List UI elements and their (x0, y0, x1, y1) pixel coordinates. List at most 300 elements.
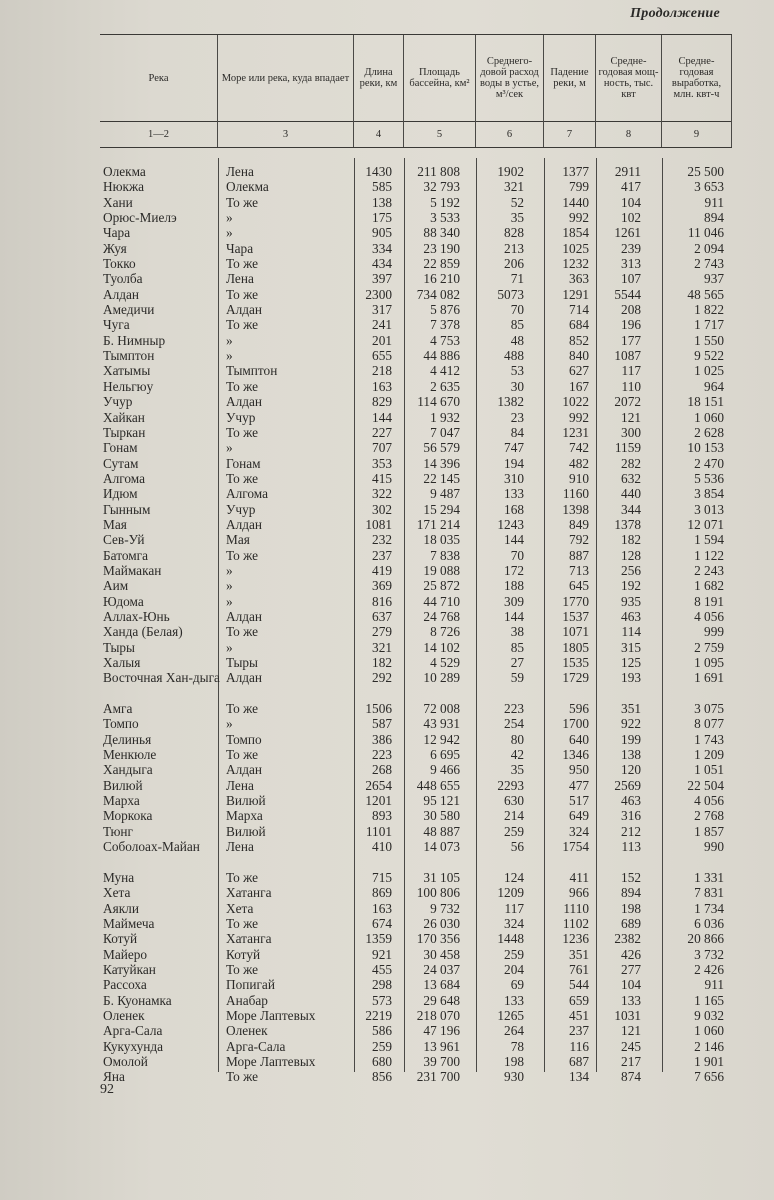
discharge: 259 (504, 823, 524, 839)
basin-area: 9 487 (430, 486, 460, 502)
river-name: Чуга (103, 317, 130, 333)
avg-energy: 1 594 (694, 532, 724, 548)
length-km: 241 (372, 317, 392, 333)
basin-area: 31 105 (423, 869, 460, 885)
avg-power: 426 (621, 946, 641, 962)
length-km: 175 (372, 210, 392, 226)
river-fall: 910 (569, 470, 589, 486)
discharge: 84 (510, 424, 524, 440)
table-row (100, 594, 732, 609)
river-name: Олекма (103, 164, 146, 179)
avg-energy: 1 822 (694, 302, 724, 318)
discharge: 85 (510, 639, 524, 655)
flows-into: Лена (226, 271, 254, 287)
avg-energy: 911 (704, 977, 724, 993)
avg-power: 110 (621, 378, 641, 394)
discharge: 144 (504, 532, 524, 548)
table-row (100, 732, 732, 747)
length-km: 680 (372, 1053, 392, 1069)
river-name: Майеро (103, 946, 148, 962)
river-fall: 849 (569, 516, 589, 532)
basin-area: 29 648 (423, 992, 460, 1008)
river-name: Ханда (Белая) (103, 624, 183, 640)
avg-energy: 1 025 (694, 363, 724, 379)
length-km: 415 (372, 470, 392, 486)
river-fall: 714 (569, 302, 589, 318)
length-km: 455 (372, 961, 392, 977)
avg-energy: 1 060 (694, 409, 724, 425)
basin-area: 218 070 (416, 1007, 460, 1023)
basin-area: 7 838 (430, 547, 460, 563)
discharge: 1902 (497, 164, 524, 179)
basin-area: 211 808 (417, 164, 460, 179)
basin-area: 14 102 (423, 639, 460, 655)
river-fall: 477 (569, 777, 589, 793)
basin-area: 9 732 (430, 900, 460, 916)
basin-area: 13 684 (423, 977, 460, 993)
avg-power: 300 (621, 424, 641, 440)
table-header (100, 34, 732, 147)
basin-area: 6 695 (430, 747, 460, 763)
discharge: 223 (504, 701, 524, 717)
avg-energy: 1 901 (694, 1053, 724, 1069)
flows-into: Алдан (226, 394, 263, 410)
flows-into: Мая (226, 532, 250, 548)
table-row (100, 471, 732, 486)
river-fall: 742 (569, 440, 589, 456)
table-row (100, 839, 732, 870)
length-km: 856 (372, 1069, 392, 1085)
river-name: Хандыга (103, 762, 153, 778)
avg-energy: 9 522 (694, 348, 724, 364)
river-fall: 1770 (562, 593, 589, 609)
table-row (100, 179, 732, 194)
length-km: 232 (372, 532, 392, 548)
river-fall: 1754 (562, 839, 589, 855)
river-fall: 659 (569, 992, 589, 1008)
length-km: 353 (372, 455, 392, 471)
table-row (100, 379, 732, 394)
flows-into: » (226, 332, 233, 348)
river-name: Котуй (103, 931, 138, 947)
avg-power: 344 (621, 501, 641, 517)
flows-into: Тымптон (226, 363, 278, 379)
basin-area: 18 035 (423, 532, 460, 548)
length-km: 334 (372, 240, 392, 256)
river-name: Хета (103, 885, 131, 901)
river-name: Юдома (103, 593, 144, 609)
table-row (100, 993, 732, 1008)
river-fall: 1535 (562, 655, 589, 670)
basin-area: 44 886 (423, 348, 460, 364)
basin-area: 24 037 (423, 961, 460, 977)
length-km: 298 (372, 977, 392, 993)
table-row (100, 640, 732, 655)
length-km: 2654 (365, 777, 392, 793)
basin-area: 72 008 (423, 701, 460, 717)
avg-power: 922 (621, 716, 641, 732)
avg-power: 2569 (614, 777, 641, 793)
table-row (100, 701, 732, 716)
flows-into: То же (226, 701, 259, 717)
river-fall: 1291 (562, 286, 589, 302)
table-row (100, 1069, 732, 1084)
discharge: 48 (510, 332, 524, 348)
basin-area: 1 932 (430, 409, 460, 425)
avg-power: 198 (621, 900, 641, 916)
flows-into: Котуй (226, 946, 261, 962)
length-km: 573 (372, 992, 392, 1008)
river-fall: 645 (569, 578, 589, 594)
river-name: Муна (103, 869, 135, 885)
header-fall: Падение реки, м (544, 35, 596, 121)
basin-area: 23 190 (423, 240, 460, 256)
table-row (100, 947, 732, 962)
discharge: 35 (510, 210, 524, 226)
river-fall: 363 (569, 271, 589, 287)
river-name: Марха (103, 793, 140, 809)
river-name: Вилюй (103, 777, 143, 793)
river-name: Сев-Уй (103, 532, 145, 548)
river-name: Б. Куонамка (103, 992, 172, 1008)
avg-energy: 2 768 (694, 808, 724, 824)
basin-area: 8 726 (430, 624, 460, 640)
river-fall: 1110 (563, 900, 589, 916)
avg-energy: 7 656 (694, 1069, 724, 1085)
avg-energy: 1 717 (694, 317, 724, 333)
flows-into: То же (226, 286, 259, 302)
river-name: Гонам (103, 440, 138, 456)
river-fall: 1537 (562, 608, 589, 624)
table-row (100, 425, 732, 440)
basin-area: 7 378 (430, 317, 460, 333)
discharge: 264 (504, 1023, 524, 1039)
avg-power: 217 (621, 1053, 641, 1069)
flows-into: Оленек (226, 1023, 268, 1039)
table-row (100, 502, 732, 517)
river-name: Хани (103, 194, 133, 210)
flows-into: То же (226, 317, 259, 333)
table-row (100, 348, 732, 363)
river-fall: 687 (569, 1053, 589, 1069)
flows-into: То же (226, 547, 259, 563)
avg-energy: 990 (704, 839, 724, 855)
table-row (100, 225, 732, 240)
length-km: 268 (372, 762, 392, 778)
length-km: 655 (372, 348, 392, 364)
avg-power: 256 (621, 562, 641, 578)
river-name: Аякли (103, 900, 139, 916)
length-km: 1359 (365, 931, 392, 947)
avg-power: 177 (621, 332, 641, 348)
avg-energy: 8 191 (694, 593, 724, 609)
basin-area: 26 030 (423, 915, 460, 931)
discharge: 78 (510, 1038, 524, 1054)
avg-power: 2382 (614, 931, 641, 947)
river-name: Яна (103, 1069, 125, 1085)
avg-power: 133 (621, 992, 641, 1008)
river-name: Алгома (103, 470, 145, 486)
table-row (100, 456, 732, 471)
avg-power: 440 (621, 486, 641, 502)
avg-power: 1261 (614, 225, 641, 241)
river-name: Аллах-Юнь (103, 608, 170, 624)
table-row (100, 287, 732, 302)
avg-power: 313 (621, 256, 641, 272)
river-name: Тыркан (103, 424, 146, 440)
river-fall: 1102 (562, 915, 589, 931)
length-km: 182 (372, 655, 392, 670)
column-number: 1—2 (100, 121, 218, 147)
avg-energy: 3 732 (694, 946, 724, 962)
avg-power: 239 (621, 240, 641, 256)
avg-power: 315 (621, 639, 641, 655)
basin-area: 39 700 (423, 1053, 460, 1069)
header-power: Средне-годовая мощ-ность, тыс. квт (596, 35, 662, 121)
avg-power: 120 (621, 762, 641, 778)
avg-power: 193 (621, 670, 641, 686)
avg-power: 117 (621, 363, 641, 379)
table-row (100, 916, 732, 931)
avg-power: 104 (621, 977, 641, 993)
river-name: Нюкжа (103, 179, 145, 195)
length-km: 585 (372, 179, 392, 195)
river-name: Туолба (103, 271, 143, 287)
basin-area: 22 145 (423, 470, 460, 486)
avg-energy: 1 051 (694, 762, 724, 778)
basin-area: 2 635 (430, 378, 460, 394)
avg-energy: 894 (704, 210, 724, 226)
flows-into: Вилюй (226, 823, 266, 839)
table-row (100, 210, 732, 225)
river-fall: 649 (569, 808, 589, 824)
length-km: 869 (372, 885, 392, 901)
basin-area: 170 356 (416, 931, 460, 947)
table-row (100, 333, 732, 348)
discharge: 259 (504, 946, 524, 962)
flows-into: То же (226, 624, 259, 640)
river-name: Мая (103, 516, 127, 532)
river-name: Оленек (103, 1007, 145, 1023)
length-km: 637 (372, 608, 392, 624)
discharge: 52 (510, 194, 524, 210)
avg-energy: 3 013 (694, 501, 724, 517)
discharge: 488 (504, 348, 524, 364)
length-km: 707 (372, 440, 392, 456)
basin-area: 32 793 (423, 179, 460, 195)
flows-into: Олекма (226, 179, 269, 195)
discharge: 321 (504, 179, 524, 195)
avg-energy: 7 831 (694, 885, 724, 901)
river-fall: 1700 (562, 716, 589, 732)
discharge: 85 (510, 317, 524, 333)
avg-energy: 3 854 (694, 486, 724, 502)
avg-energy: 6 036 (694, 915, 724, 931)
discharge: 747 (504, 440, 524, 456)
river-name: Соболоах-Майан (103, 839, 200, 855)
avg-energy: 2 243 (694, 562, 724, 578)
flows-into: Томпо (226, 731, 262, 747)
avg-energy: 1 060 (694, 1023, 724, 1039)
river-fall: 324 (569, 823, 589, 839)
avg-power: 199 (621, 731, 641, 747)
avg-power: 102 (621, 210, 641, 226)
basin-area: 30 580 (423, 808, 460, 824)
basin-area: 24 768 (423, 608, 460, 624)
table-row (100, 747, 732, 762)
river-name: Катуйкан (103, 961, 156, 977)
continuation-label: Продолжение (630, 6, 720, 21)
river-name: Хатымы (103, 363, 151, 379)
length-km: 674 (372, 915, 392, 931)
avg-energy: 1 209 (694, 747, 724, 763)
discharge: 144 (504, 608, 524, 624)
length-km: 237 (372, 547, 392, 563)
discharge: 35 (510, 762, 524, 778)
avg-energy: 2 146 (694, 1038, 724, 1054)
discharge: 71 (510, 271, 524, 287)
basin-area: 100 806 (416, 885, 460, 901)
avg-energy: 3 653 (694, 179, 724, 195)
flows-into: То же (226, 747, 259, 763)
river-fall: 966 (569, 885, 589, 901)
flows-into: Арга-Сала (226, 1038, 286, 1054)
avg-energy: 3 075 (694, 701, 724, 717)
river-name: Гынным (103, 501, 151, 517)
length-km: 715 (372, 869, 392, 885)
river-fall: 517 (569, 793, 589, 809)
flows-into: » (226, 440, 233, 456)
table-row (100, 901, 732, 916)
basin-area: 30 458 (423, 946, 460, 962)
river-name: Восточная Хан-дыга (103, 670, 220, 686)
flows-into: Хатанга (226, 931, 272, 947)
basin-area: 4 753 (430, 332, 460, 348)
river-name: Тюнг (103, 823, 133, 839)
river-fall: 1377 (562, 164, 589, 179)
discharge: 172 (504, 562, 524, 578)
flows-into: Море Лаптевых (226, 1007, 316, 1023)
length-km: 279 (372, 624, 392, 640)
length-km: 921 (372, 946, 392, 962)
avg-energy: 2 470 (694, 455, 724, 471)
length-km: 386 (372, 731, 392, 747)
river-name: Менкюле (103, 747, 157, 763)
table-row (100, 241, 732, 256)
basin-area: 19 088 (423, 562, 460, 578)
basin-area: 14 073 (423, 839, 460, 855)
discharge: 310 (504, 470, 524, 486)
river-fall: 992 (569, 210, 589, 226)
river-name: Арга-Сала (103, 1023, 163, 1039)
river-fall: 451 (569, 1007, 589, 1023)
flows-into: Алдан (226, 670, 263, 686)
flows-into: » (226, 225, 233, 241)
avg-power: 1031 (614, 1007, 641, 1023)
table-row (100, 1054, 732, 1069)
table-row (100, 977, 732, 992)
basin-area: 5 192 (430, 194, 460, 210)
river-name: Б. Нимныр (103, 332, 166, 348)
basin-area: 47 196 (423, 1023, 460, 1039)
avg-energy: 4 056 (694, 793, 724, 809)
avg-energy: 1 165 (694, 992, 724, 1008)
avg-power: 113 (621, 839, 641, 855)
avg-energy: 20 866 (687, 931, 724, 947)
table-row (100, 164, 732, 179)
header-basin-area: Площадь бассейна, км² (404, 35, 476, 121)
table-row (100, 394, 732, 409)
table-row (100, 317, 732, 332)
avg-power: 874 (621, 1069, 641, 1085)
river-fall: 1236 (562, 931, 589, 947)
river-name: Хайкан (103, 409, 145, 425)
flows-into: Вилюй (226, 793, 266, 809)
table-row (100, 271, 732, 286)
table-row (100, 670, 732, 701)
basin-area: 114 670 (417, 394, 460, 410)
river-fall: 640 (569, 731, 589, 747)
length-km: 893 (372, 808, 392, 824)
discharge: 117 (504, 900, 524, 916)
river-fall: 1805 (562, 639, 589, 655)
table-row (100, 563, 732, 578)
avg-power: 1159 (614, 440, 641, 456)
avg-power: 277 (621, 961, 641, 977)
avg-power: 2911 (614, 164, 641, 179)
discharge: 194 (504, 455, 524, 471)
basin-area: 10 289 (423, 670, 460, 686)
discharge: 30 (510, 378, 524, 394)
basin-area: 5 876 (430, 302, 460, 318)
header-flows-into: Море или река, куда впадает (218, 35, 354, 121)
river-fall: 411 (569, 869, 589, 885)
river-name: Чара (103, 225, 131, 241)
length-km: 586 (372, 1023, 392, 1039)
flows-into: Анабар (226, 992, 268, 1008)
length-km: 369 (372, 578, 392, 594)
flows-into: Тыры (226, 655, 258, 670)
table-row (100, 302, 732, 317)
flows-into: Марха (226, 808, 263, 824)
avg-power: 138 (621, 747, 641, 763)
discharge: 38 (510, 624, 524, 640)
flows-into: » (226, 578, 233, 594)
river-fall: 992 (569, 409, 589, 425)
table-row (100, 578, 732, 593)
length-km: 2219 (365, 1007, 392, 1023)
avg-energy: 2 094 (694, 240, 724, 256)
discharge: 133 (504, 486, 524, 502)
basin-area: 22 859 (423, 256, 460, 272)
avg-energy: 1 331 (694, 869, 724, 885)
river-name: Жуя (103, 240, 127, 256)
table-row (100, 440, 732, 455)
length-km: 163 (372, 900, 392, 916)
discharge: 69 (510, 977, 524, 993)
river-name: Маймеча (103, 915, 155, 931)
basin-area: 44 710 (423, 593, 460, 609)
column-number: 8 (596, 121, 662, 147)
river-name: Омолой (103, 1053, 148, 1069)
table-row (100, 778, 732, 793)
avg-power: 5544 (614, 286, 641, 302)
basin-area: 15 294 (423, 501, 460, 517)
flows-into: Гонам (226, 455, 261, 471)
discharge: 2293 (497, 777, 524, 793)
flows-into: » (226, 562, 233, 578)
discharge: 1448 (497, 931, 524, 947)
